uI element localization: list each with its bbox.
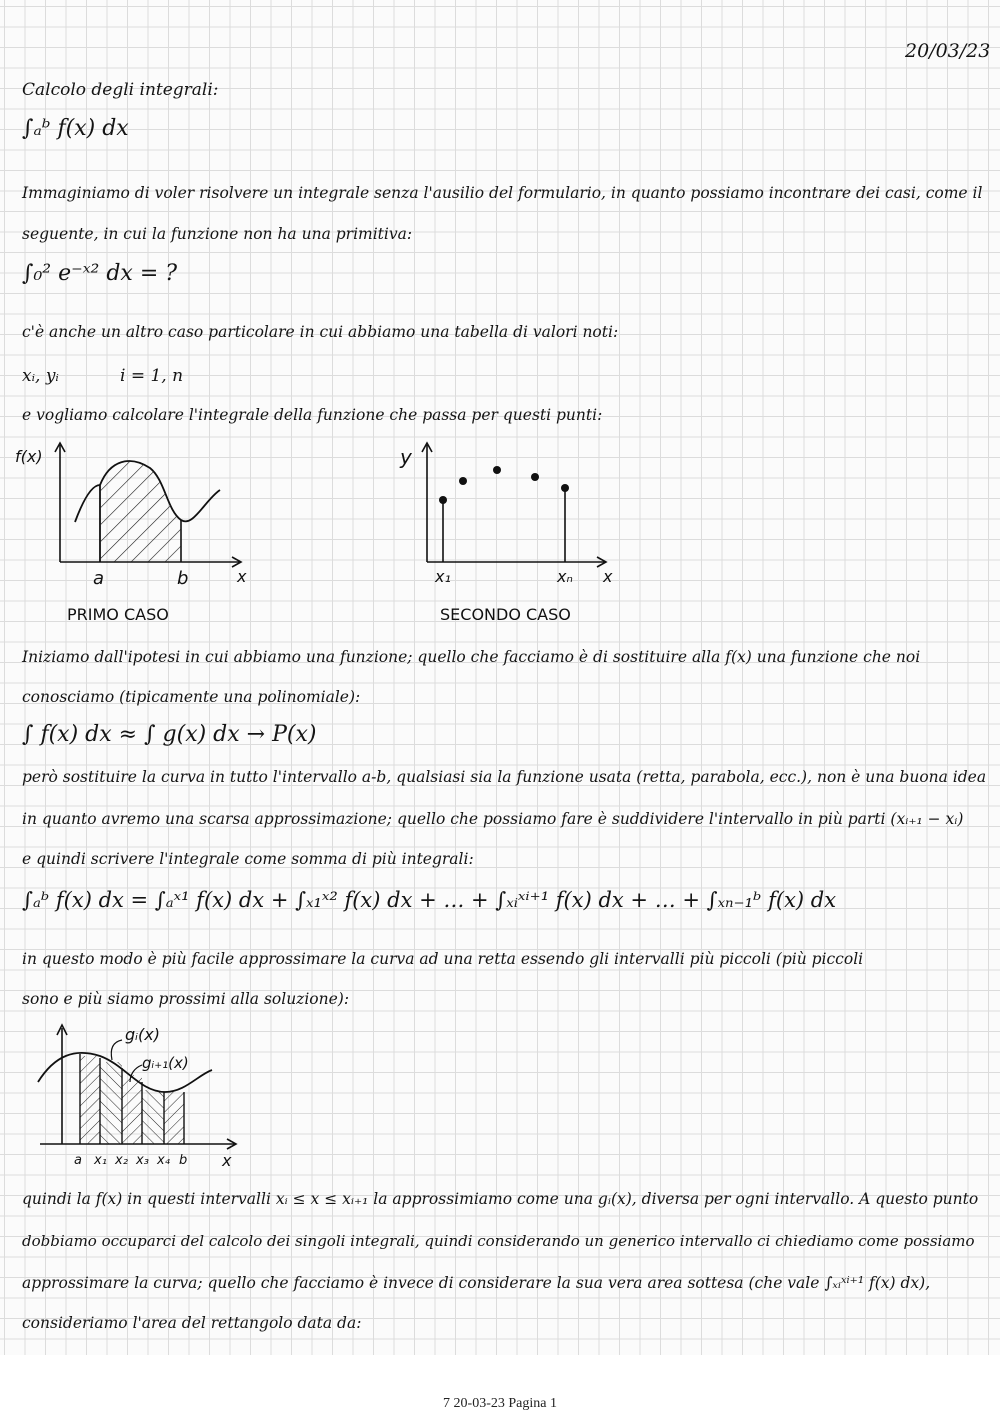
graph2-point <box>531 473 539 481</box>
paragraph-line: dobbiamo occuparci del calcolo dei singoli integrali, quindi considerando un generico intervallo ci chiediamo come possiamo <box>22 1232 975 1250</box>
graph2-point <box>493 466 501 474</box>
formula-sum-of-integrals: ∫ₐᵇ f(x) dx = ∫ₐˣ¹ f(x) dx + ∫ₓ₁ˣ² f(x) dx + … + ∫ₓᵢˣⁱ⁺¹ f(x) dx + … + ∫ₓₙ₋₁ᵇ f(x) dx <box>22 888 837 912</box>
paragraph-line: e vogliamo calcolare l'integrale della funzione che passa per questi punti: <box>22 406 603 424</box>
formula-approximation: ∫ f(x) dx ≈ ∫ g(x) dx → P(x) <box>22 722 317 747</box>
graph2-xlabel: x <box>603 567 613 586</box>
graph2-point <box>561 484 569 492</box>
graph2-caption: SECONDO CASO <box>440 605 571 624</box>
graph3-tick-x3: x₃ <box>136 1153 149 1168</box>
graph3-gi-label: gᵢ(x) <box>125 1025 160 1044</box>
paragraph-line: Immaginiamo di voler risolvere un integrale senza l'ausilio del formulario, in quanto possiamo incontrare dei casi, come il <box>22 184 983 202</box>
table-index-label: i = 1, n <box>120 366 184 386</box>
graph2-xn-tick: xₙ <box>557 567 573 586</box>
page-footer: 7 20-03-23 Pagina 1 <box>443 1396 557 1411</box>
paragraph-line: consideriamo l'area del rettangolo data da: <box>22 1314 362 1332</box>
graph1-a-tick: a <box>93 568 105 589</box>
paragraph-line: Iniziamo dall'ipotesi in cui abbiamo una funzione; quello che facciamo è di sostituire alla f(x) una funzione che noi <box>22 648 921 666</box>
section-heading: Calcolo degli integrali: <box>22 80 219 100</box>
graph2-point <box>439 496 447 504</box>
graph3-tick-x4: x₄ <box>157 1153 170 1168</box>
paragraph-line: sono e più siamo prossimi alla soluzione): <box>22 990 350 1008</box>
graph1-b-tick: b <box>177 568 189 589</box>
paragraph-line: seguente, in cui la funzione non ha una primitiva: <box>22 225 413 243</box>
graph3-tick-x1: x₁ <box>94 1153 107 1168</box>
graph1-caption: PRIMO CASO <box>67 605 169 624</box>
table-values-label: xᵢ, yᵢ <box>22 366 59 386</box>
paragraph-line: approssimare la curva; quello che facciamo è invece di considerare la sua vera area sottesa (che vale ∫ₓᵢˣⁱ⁺¹ f(x) dx), <box>22 1274 931 1292</box>
graph-subdivided-intervals <box>30 1020 260 1170</box>
paragraph-line: in questo modo è più facile approssimare la curva ad una retta essendo gli intervalli più piccoli (più piccoli <box>22 950 864 968</box>
graph1-ylabel: f(x) <box>15 447 43 466</box>
graph-secondo-caso <box>395 440 625 630</box>
graph-primo-caso <box>15 440 275 630</box>
paragraph-line: in quanto avremo una scarsa approssimazione; quello che possiamo fare è suddividere l'intervallo in più parti (xᵢ₊₁ − xᵢ) <box>22 810 964 828</box>
graph3-tick-a: a <box>74 1153 82 1168</box>
graph3-tick-b: b <box>179 1153 188 1168</box>
formula-definite-integral: ∫ₐᵇ f(x) dx <box>22 116 129 141</box>
formula-gaussian-integral: ∫₀² e⁻ˣ² dx = ? <box>22 261 178 286</box>
page-date: 20/03/23 <box>905 40 991 62</box>
graph3-tick-x2: x₂ <box>115 1153 128 1168</box>
paragraph-line: c'è anche un altro caso particolare in cui abbiamo una tabella di valori noti: <box>22 323 619 341</box>
graph2-point <box>459 477 467 485</box>
paragraph-line: però sostituire la curva in tutto l'intervallo a-b, qualsiasi sia la funzione usata (retta, parabola, ecc.), non è una buona idea <box>22 768 987 786</box>
graph3-gi1-label: gᵢ₊₁(x) <box>142 1054 189 1072</box>
graph2-ylabel: y <box>400 445 412 469</box>
graph2-x1-tick: x₁ <box>435 567 451 586</box>
graph1-xlabel: x <box>237 567 247 586</box>
paragraph-line: conosciamo (tipicamente una polinomiale): <box>22 688 361 706</box>
paragraph-line: quindi la f(x) in questi intervalli xᵢ ≤ x ≤ xᵢ₊₁ la approssimiamo come una gᵢ(x), diversa per ogni intervallo. A questo punto <box>22 1190 979 1208</box>
paragraph-line: e quindi scrivere l'integrale come somma di più integrali: <box>22 850 474 868</box>
graph3-xlabel: x <box>222 1151 232 1170</box>
